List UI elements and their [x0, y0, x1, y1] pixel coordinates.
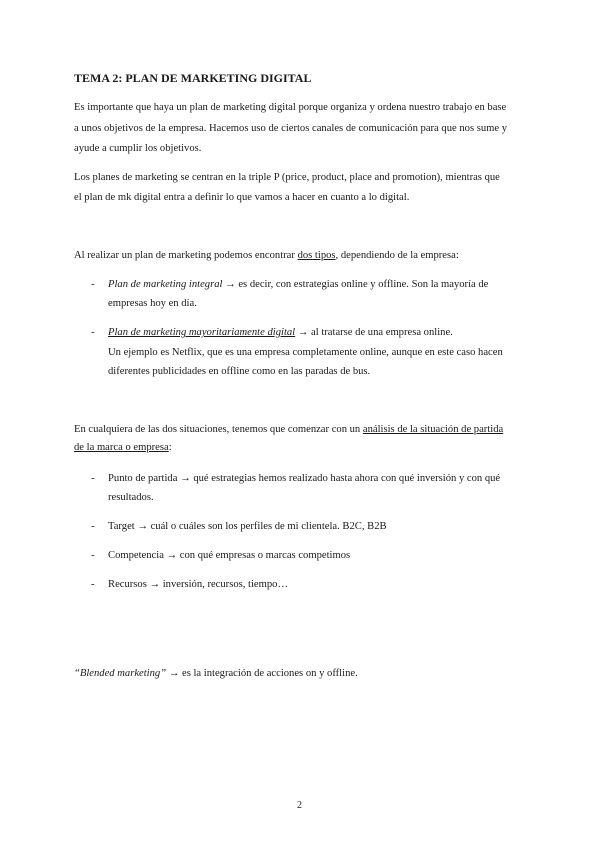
- desc-integral: → es decir, con estrategias online y offline. Son la mayoría de: [222, 279, 489, 290]
- situacion-post: :: [168, 442, 172, 453]
- tipos-paragraph: [74, 249, 459, 263]
- page-title: TEMA 2: PLAN DE MARKETING DIGITAL: [74, 71, 312, 85]
- tipos-post: , dependiendo de la empresa:: [335, 250, 459, 261]
- list-dash: -: [91, 327, 95, 338]
- desc-digital: → al tratarse de una empresa online.: [295, 327, 453, 338]
- tipos-link: dos tipos: [297, 250, 336, 261]
- list-dash: -: [91, 279, 95, 290]
- blended-desc: → es la integración de acciones on y offline.: [166, 668, 358, 679]
- list-dash: -: [91, 521, 95, 532]
- planes-line-1: Los planes de marketing se centran en la triple P (price, product, place and promotion), mientras que: [74, 172, 500, 183]
- list-item-punto-partida-cont: resultados.: [108, 492, 154, 503]
- list-item-digital: [108, 326, 453, 340]
- list-item-integral: [108, 278, 488, 292]
- situacion-pre: En cualquiera de las dos situaciones, tenemos que comenzar con un: [74, 424, 363, 435]
- list-dash: -: [91, 473, 95, 484]
- situacion-link-2: de la marca o empresa: [74, 442, 169, 453]
- blended-paragraph: [74, 667, 358, 681]
- tipos-pre: Al realizar un plan de marketing podemos encontrar: [74, 250, 298, 261]
- intro-line-2: a unos objetivos de la empresa. Hacemos uso de ciertos canales de comunicación para que nos sume y: [74, 123, 508, 134]
- blended-term: “Blended marketing”: [74, 668, 167, 679]
- list-item-recursos: Recursos → inversión, recursos, tiempo…: [108, 579, 289, 590]
- term-digital: Plan de marketing mayoritariamente digital: [108, 327, 296, 338]
- list-item-digital-cont-2: diferentes publicidades en offline como en las paradas de bus.: [108, 366, 371, 377]
- page-number: 2: [297, 800, 302, 811]
- situacion-line-1: [74, 423, 503, 437]
- list-dash: -: [91, 550, 95, 561]
- list-item-punto-partida: Punto de partida → qué estrategias hemos realizado hasta ahora con qué inversión y con qué: [108, 473, 501, 484]
- list-dash: -: [91, 579, 95, 590]
- list-item-integral-cont: empresas hoy en día.: [108, 298, 197, 309]
- list-item-target: Target → cuál o cuáles son los perfiles de mi clientela. B2C, B2B: [108, 521, 387, 532]
- planes-line-2: el plan de mk digital entra a definir lo que vamos a hacer en cuanto a lo digital.: [74, 192, 410, 203]
- list-item-digital-cont-1: Un ejemplo es Netflix, que es una empresa completamente online, aunque en este caso hacen: [108, 347, 503, 358]
- intro-line-3: ayude a cumplir los objetivos.: [74, 143, 202, 154]
- term-integral: Plan de marketing integral: [108, 279, 223, 290]
- situacion-link-1: análisis de la situación de partida: [362, 424, 504, 435]
- intro-line-1: Es importante que haya un plan de marketing digital porque organiza y ordena nuestro trabajo en base: [74, 102, 507, 113]
- situacion-line-2: [74, 441, 172, 455]
- list-item-competencia: Competencia → con qué empresas o marcas competimos: [108, 550, 351, 561]
